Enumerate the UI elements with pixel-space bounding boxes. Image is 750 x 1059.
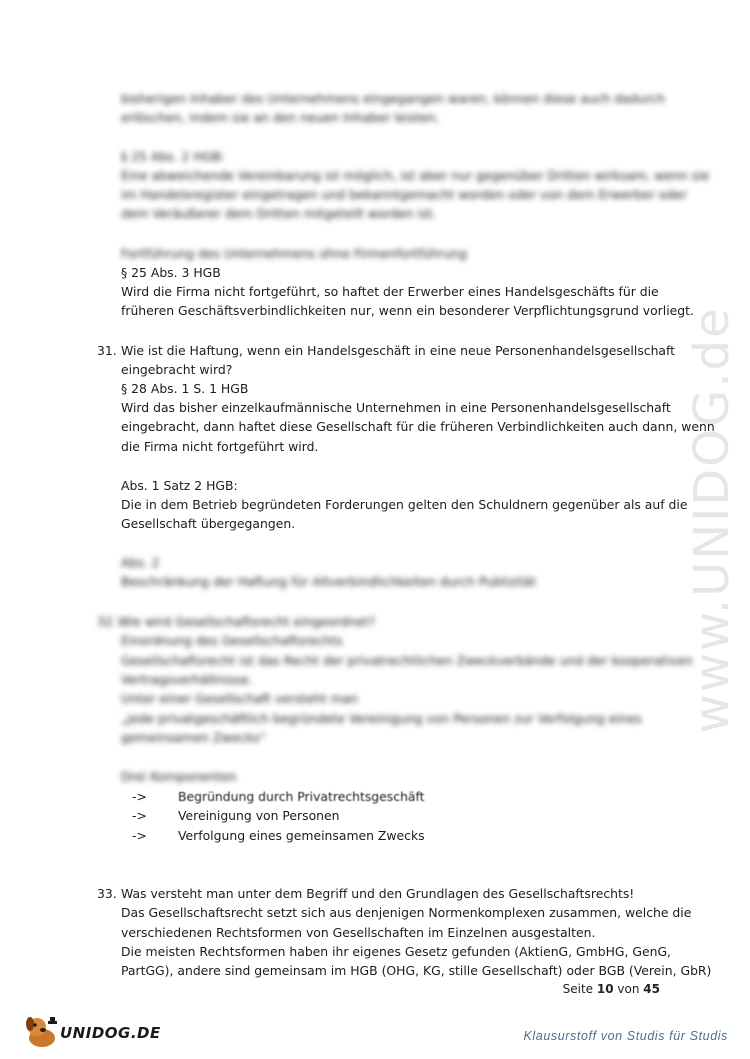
question-number: 33.: [97, 886, 117, 901]
blurred-text-line: Vertragsverhältnisse.: [121, 672, 253, 687]
paragraph-line: Das Gesellschaftsrecht setzt sich aus denjenigen Normenkomplexen zusammen, welche die: [121, 905, 692, 920]
list-arrow: ->: [132, 808, 147, 823]
list-item: Vereinigung von Personen: [178, 808, 340, 823]
blurred-text-line: Unter einer Gesellschaft versteht man: [121, 691, 359, 706]
question-text: eingebracht wird?: [121, 362, 233, 377]
section-heading: § 25 Abs. 3 HGB: [121, 265, 221, 280]
footer-slogan: Klausurstoff von Studis für Studis: [523, 1029, 728, 1043]
paragraph-line: Wird die Firma nicht fortgeführt, so haftet der Erwerber eines Handelsgeschäfts für die: [121, 284, 659, 299]
paragraph-line: Die in dem Betrieb begründeten Forderungen gelten den Schuldnern gegenüber als auf die: [121, 497, 688, 512]
watermark: www.UNIDOG.de: [684, 306, 740, 734]
blurred-text-line: Drei Komponenten: [121, 769, 237, 784]
paragraph-line: die Firma nicht fortgeführt wird.: [121, 439, 319, 454]
paragraph-line: Wird das bisher einzelkaufmännische Unternehmen in eine Personenhandelsgesellschaft: [121, 400, 671, 415]
blurred-text-line: Beschränkung der Haftung für Altverbindlichkeiten durch Publizität: [121, 574, 537, 589]
logo-text: UNIDOG.DE: [60, 1024, 161, 1042]
blurred-text-line: § 25 Abs. 2 HGB:: [121, 149, 225, 164]
paragraph-line: eingebracht, dann haftet diese Gesellschaft für die früheren Verbindlichkeiten auch dann, wenn: [121, 419, 715, 434]
blurred-text-line: Einordnung des Gesellschaftsrechts: [121, 633, 343, 648]
page-total: 45: [643, 982, 660, 996]
blurred-text-line: bisherigen Inhaber des Unternehmens eingegangen waren, können diese auch dadurch: [121, 91, 665, 106]
page-prefix: Seite: [562, 982, 594, 996]
blurred-text-line: Abs. 2: [121, 555, 160, 570]
blurred-text-line: gemeinsamen Zwecks“: [121, 730, 267, 745]
blurred-text-line: erlöschen, indem sie an den neuen Inhaber leisten.: [121, 110, 440, 125]
page-current: 10: [596, 982, 614, 996]
section-heading: Abs. 1 Satz 2 HGB:: [121, 478, 238, 493]
blurred-text-line: „jede privatgeschäftlich begründete Vereinigung von Personen zur Verfolgung eines: [121, 711, 642, 726]
unidog-logo: [22, 1012, 172, 1050]
blurred-text-line: Eine abweichende Vereinbarung ist möglich, ist aber nur gegenüber Dritten wirksam, wenn sie: [121, 168, 710, 183]
paragraph-line: Gesellschaft übergegangen.: [121, 516, 296, 531]
paragraph-line: PartGG), andere sind gemeinsam im HGB (OHG, KG, stille Gesellschaft) oder BGB (Verein, GbR): [121, 963, 712, 978]
page-number: [563, 982, 660, 996]
blurred-text-line: dem Veräußerer dem Dritten mitgeteilt worden ist.: [121, 206, 437, 221]
list-item: Begründung durch Privatrechtsgeschäft: [178, 789, 425, 804]
blurred-text-line: Gesellschaftsrecht ist das Recht der privatrechtlichen Zweckverbände und der kooperativen: [121, 653, 693, 668]
question-number: 32.: [97, 614, 117, 629]
blurred-text-line: im Handelsregister eingetragen und bekanntgemacht worden oder von dem Erwerber oder: [121, 187, 687, 202]
blurred-text-line: Wie wird Gesellschaftsrecht eingeordnet?: [118, 614, 376, 629]
question-number: 31.: [97, 343, 117, 358]
paragraph-line: früheren Geschäftsverbindlichkeiten nur, wenn ein besonderer Verpflichtungsgrund vorliegt.: [121, 303, 694, 318]
paragraph-line: verschiedenen Rechtsformen von Gesellschaften im Einzelnen ausgestalten.: [121, 925, 596, 940]
list-arrow: ->: [132, 789, 147, 804]
question-text: Wie ist die Haftung, wenn ein Handelsgeschäft in eine neue Personenhandelsgesellschaft: [121, 343, 676, 358]
list-item: Verfolgung eines gemeinsamen Zwecks: [178, 828, 425, 843]
dog-mascot-icon: [22, 1012, 62, 1050]
page-separator: von: [617, 982, 640, 996]
section-heading: § 28 Abs. 1 S. 1 HGB: [121, 381, 249, 396]
list-arrow: ->: [132, 828, 147, 843]
blurred-text-line: Fortführung des Unternehmens ohne Firmenfortführung: [121, 246, 467, 261]
question-text: Was versteht man unter dem Begriff und den Grundlagen des Gesellschaftsrechts!: [121, 886, 635, 901]
paragraph-line: Die meisten Rechtsformen haben ihr eigenes Gesetz gefunden (AktienG, GmbHG, GenG,: [121, 944, 671, 959]
